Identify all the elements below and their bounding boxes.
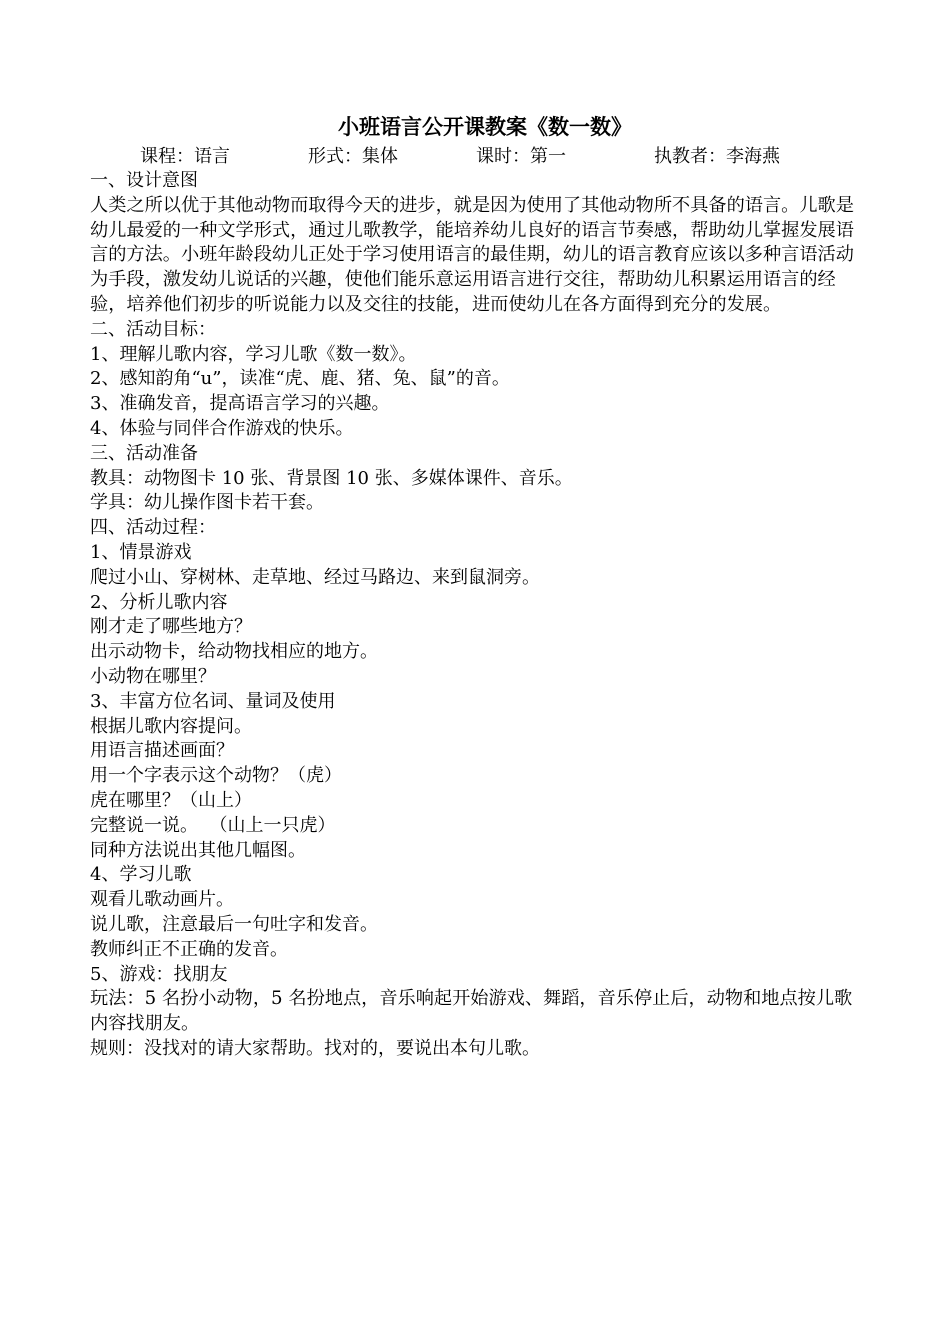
process-line: 刚才走了哪些地方？	[90, 616, 252, 638]
process-line: 根据儿歌内容提问。	[90, 715, 252, 737]
design-intent-paragraph: 人类之所以优于其他动物而取得今天的进步，就是因为使用了其他动物所不具备的语言。儿歌是幼儿最爱的一种文学形式，通过儿歌教学，能培养幼儿良好的语言节奏感，帮助幼儿掌握发展语言的方法。小班年龄段幼儿正处于学习使用语言的最佳期，幼儿的语言教育应该以多种言语活动为手段，激发幼儿说话的兴趣，使他们能乐意运用语言进行交往，帮助幼儿积累运用语言的经验，培养他们初步的听说能力以及交往的技能，进而使幼儿在各方面得到充分的发展。	[90, 194, 854, 315]
goal-item: 3、准确发音，提高语言学习的兴趣。	[90, 393, 390, 415]
preparation-item: 学具：幼儿操作图卡若干套。	[90, 492, 324, 514]
section-heading-preparation: 三、活动准备	[90, 442, 198, 464]
process-line: 3、丰富方位名词、量词及使用	[90, 690, 336, 712]
process-line: 用一个字表示这个动物？（虎）	[90, 765, 342, 787]
lesson-meta-row	[90, 144, 870, 169]
game-play-rules: 玩法：5 名扮小动物，5 名扮地点，音乐响起开始游戏、舞蹈，音乐停止后，动物和地点按儿歌内容找朋友。	[90, 988, 853, 1035]
goal-item: 2、感知韵角“u”，读准“虎、鹿、猪、兔、鼠”的音。	[90, 368, 510, 390]
process-line: 出示动物卡，给动物找相应的地方。	[90, 641, 378, 663]
section-heading-process: 四、活动过程：	[90, 517, 216, 539]
document-page	[90, 110, 870, 1062]
process-line: 教师纠正不正确的发音。	[90, 938, 288, 960]
process-line: 小动物在哪里？	[90, 665, 216, 687]
meta-teacher: 执教者：李海燕	[654, 146, 780, 167]
preparation-item: 教具：动物图卡 10 张、背景图 10 张、多媒体课件、音乐。	[90, 467, 573, 489]
goal-item: 1、理解儿歌内容，学习儿歌《数一数》。	[90, 343, 417, 365]
process-line: 说儿歌，注意最后一句吐字和发音。	[90, 913, 378, 935]
meta-form: 形式：集体	[308, 146, 398, 167]
section-heading-goals: 二、活动目标：	[90, 318, 216, 340]
section-heading-design: 一、设计意图	[90, 170, 198, 191]
meta-course: 课程：语言	[140, 146, 230, 167]
process-line: 同种方法说出其他几幅图。	[90, 839, 306, 861]
process-line: 4、学习儿歌	[90, 864, 192, 886]
game-rules: 规则：没找对的请大家帮助。找对的，要说出本句儿歌。	[90, 1037, 540, 1059]
process-line: 2、分析儿歌内容	[90, 591, 228, 613]
process-line: 1、情景游戏	[90, 541, 192, 563]
process-line: 观看儿歌动画片。	[90, 889, 234, 911]
process-line: 爬过小山、穿树林、走草地、经过马路边、来到鼠洞旁。	[90, 566, 540, 588]
process-line: 5、游戏：找朋友	[90, 963, 228, 985]
process-line: 用语言描述画面？	[90, 740, 234, 762]
process-line: 虎在哪里？（山上）	[90, 789, 252, 811]
meta-period: 课时：第一	[476, 146, 566, 167]
document-title: 小班语言公开课教案《数一数》	[338, 114, 632, 139]
goal-item: 4、体验与同伴合作游戏的快乐。	[90, 417, 354, 439]
process-line: 完整说一说。 （山上一只虎）	[90, 814, 336, 836]
